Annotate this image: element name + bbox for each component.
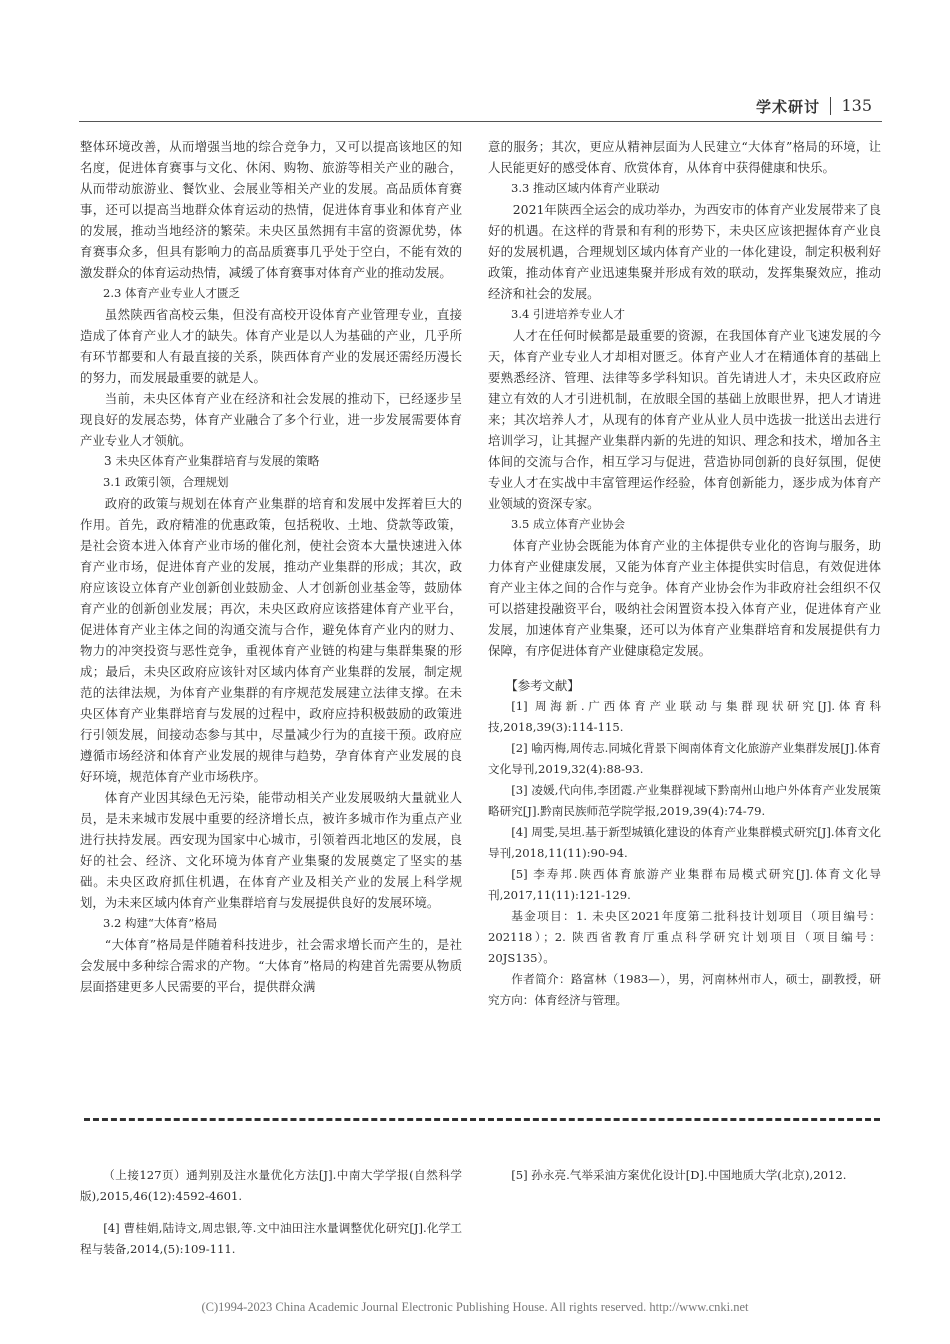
reference-item: [4] 曹桂娟,陆诗文,周忠银,等.文中油田注水量调整优化研究[J].化学工程与装备,2014,(5):109-111. xyxy=(80,1221,462,1257)
subheading-3-3: 3.3 推动区域内体育产业联动 xyxy=(511,181,660,195)
running-header xyxy=(712,94,882,120)
header-separator xyxy=(830,97,831,115)
subheading-2-3: 2.3 体育产业专业人才匮乏 xyxy=(103,286,240,300)
header-rule xyxy=(79,121,882,122)
paragraph: “大体育”格局是伴随着科技进步，社会需求增长而产生的，是社会发展中多种综合需求的产物。“大体育”格局的构建首先需要从物质层面搭建更多人民需要的平台，提供群众满 xyxy=(80,937,462,994)
paragraph: 当前，未央区体育产业在经济和社会发展的推动下，已经逐步呈现良好的发展态势，体育产业融合了多个行业，进一步发展需要体育产业专业人才领航。 xyxy=(80,391,462,448)
reference-item: [2] 喻丙梅,周传志.同城化背景下闽南体育文化旅游产业集群发展[J].体育文化导刊,2019,32(4):88-93. xyxy=(488,741,881,776)
paragraph: 体育产业因其绿色无污染，能带动相关产业发展吸纳大量就业人员，是未来城市发展中重要的经济增长点，被许多城市作为重点产业进行扶持发展。西安现为国家中心城市，引领着西北地区的发展，良好的社会、经济、文化环境为体育产业集聚的发展奠定了坚实的基础。未央区政府抓住机遇，在体育产业及相关产业的发展上科学规划，为未来区域内体育产业集群培育与发展提供良好的发展环境。 xyxy=(80,790,462,910)
section-divider xyxy=(84,1118,880,1121)
references-title: 【参考文献】 xyxy=(505,678,580,693)
continued-references-left xyxy=(80,1153,462,1272)
section-title: 学术研讨 xyxy=(755,98,820,116)
author-bio: 作者简介：路富林（1983—），男，河南林州市人，硕士，副教授，研究方向：体育经济与管理。 xyxy=(488,972,881,1007)
page-number: 135 xyxy=(841,96,872,115)
subheading-3-1: 3.1 政策引领，合理规划 xyxy=(103,475,229,489)
reference-item: [5] 孙永亮.气举采油方案优化设计[D].中国地质大学(北京),2012. xyxy=(511,1167,847,1182)
paragraph: 虽然陕西省高校云集，但没有高校开设体育产业管理专业，直接造成了体育产业人才的缺失。体育产业是以人为基础的产业，几乎所有环节都要和人有最直接的关系，陕西体育产业的发展还需经历漫长的努力，而发展最重要的就是人。 xyxy=(80,307,462,385)
reference-item: （上接127页）通判别及注水量优化方法[J].中南大学学报(自然科学版),2015,46(12):4592-4601. xyxy=(80,1167,462,1203)
paragraph: 体育产业协会既能为体育产业的主体提供专业化的咨询与服务，助力体育产业健康发展，又能为体育产业主体提供实时信息，有效促进体育产业主体之间的合作与竞争。体育产业协会作为非政府社会组织不仅可以搭建投融资平台，吸纳社会闲置资本投入体育产业，促进体育产业发展，加速体育产业集聚，还可以为体育产业集群培育和发展提供有力保障，有序促进体育产业健康稳定发展。 xyxy=(488,538,881,658)
subheading-3-2: 3.2 构建“大体育”格局 xyxy=(103,916,218,930)
paragraph: 2021年陕西全运会的成功举办，为西安市的体育产业发展带来了良好的机遇。在这样的背景和有利的形势下，未央区应该把握体育产业良好的发展机遇，合理规划区域内体育产业的一体化建设，制定积极利好政策，推动体育产业迅速集聚并形成有效的联动，发挥集聚效应，推动经济和社会的发展。 xyxy=(488,202,881,301)
paragraph: 政府的政策与规划在体育产业集群的培育和发展中发挥着巨大的作用。首先，政府精准的优惠政策，包括税收、土地、贷款等政策，是社会资本进入体育产业市场的催化剂，使社会资本大量快速进入体育产业市场，促进体育产业的发展，推动产业集群的形成；其次，政府应该设立体育产业创新创业鼓励金、人才创新创业基金等，鼓励体育产业的创新创业发展；再次，未央区政府应该搭建体育产业平台，促进体育产业主体之间的沟通交流与合作，避免体育产业内的财力、物力的冲突投资与恶性竞争，重视体育产业链的构建与集群集聚的形成；最后，未央区政府应该针对区域内体育产业集群的发展，制定规范的法律法规，为体育产业集群的有序规范发展建立法律支撑。在未央区体育产业集群培育与发展的过程中，政府应持积极鼓励的政策进行引领发展，间接动态参与其中，尽量减少行为的直接干预。政府应遵循市场经济和体育产业发展的规律与趋势，孕育体育产业发展的良好环境，规范体育产业市场秩序。 xyxy=(80,496,462,784)
left-column xyxy=(80,136,462,997)
paragraph: 整体环境改善，从而增强当地的综合竞争力，又可以提高该地区的知名度，促进体育赛事与文化、休闲、购物、旅游等相关产业的融合，从而带动旅游业、餐饮业、会展业等相关产业的发展。高品质体育赛事，还可以提高当地群众体育运动的热情，促进体育事业和体育产业的发展，推动当地经济的繁荣。未央区虽然拥有丰富的资源优势，体育赛事众多，但具有影响力的高品质赛事几乎处于空白，不能有效的激发群众的体育运动热情，减缓了体育赛事对体育产业的推动发展。 xyxy=(80,139,462,280)
paragraph: 意的服务；其次，更应从精神层面为人民建立“大体育”格局的环境，让人民能更好的感受体育、欣赏体育，从体育中获得健康和快乐。 xyxy=(488,139,881,175)
reference-item: [1] 周海新.广西体育产业联动与集群现状研究[J].体育科技,2018,39(3):114-115. xyxy=(488,699,881,734)
copyright-footer: (C)1994-2023 China Academic Journal Electronic Publishing House. All rights reserved. http://www.cnki.net xyxy=(201,1300,749,1314)
reference-item: [3] 凌媛,代向伟,李团霞.产业集群视域下黔南州山地户外体育产业发展策略研究[J].黔南民族师范学院学报,2019,39(4):74-79. xyxy=(488,783,881,818)
continued-references-right xyxy=(488,1153,881,1197)
reference-item: [5] 李寿邦.陕西体育旅游产业集群布局模式研究[J].体育文化导刊,2017,11(11):121-129. xyxy=(488,867,881,902)
reference-item: [4] 周雯,吴坦.基于新型城镇化建设的体育产业集群模式研究[J].体育文化导刊,2018,11(11):90-94. xyxy=(488,825,881,860)
subheading-3-4: 3.4 引进培养专业人才 xyxy=(511,307,625,321)
right-column xyxy=(488,136,881,1011)
paragraph: 人才在任何时候都是最重要的资源，在我国体育产业飞速发展的今天，体育产业专业人才却相对匮乏。体育产业人才在精通体育的基础上要熟悉经济、管理、法律等多学科知识。首先请进人才，未央区政府应建立有效的人才引进机制，在放眼全国的基础上放眼世界，把人才请进来；其次培养人才，从现有的体育产业从业人员中选拔一批送出去进行培训学习，让其握产业集群内新的先进的知识、理念和技术，增加各主体间的交流与合作，相互学习与促进，营造协同创新的良好氛围，促使专业人才在实战中丰富管理运作经验，体育创新能力，逐步成为体育产业领域的资深专家。 xyxy=(488,328,881,511)
subheading-3-5: 3.5 成立体育产业协会 xyxy=(511,517,625,531)
fund-note: 基金项目：1. 未央区2021年度第二批科技计划项目（项目编号：202118）；2. 陕西省教育厅重点科学研究计划项目（项目编号：20JS135）。 xyxy=(488,909,881,965)
heading-3: 3 未央区体育产业集群培育与发展的策略 xyxy=(104,454,320,468)
